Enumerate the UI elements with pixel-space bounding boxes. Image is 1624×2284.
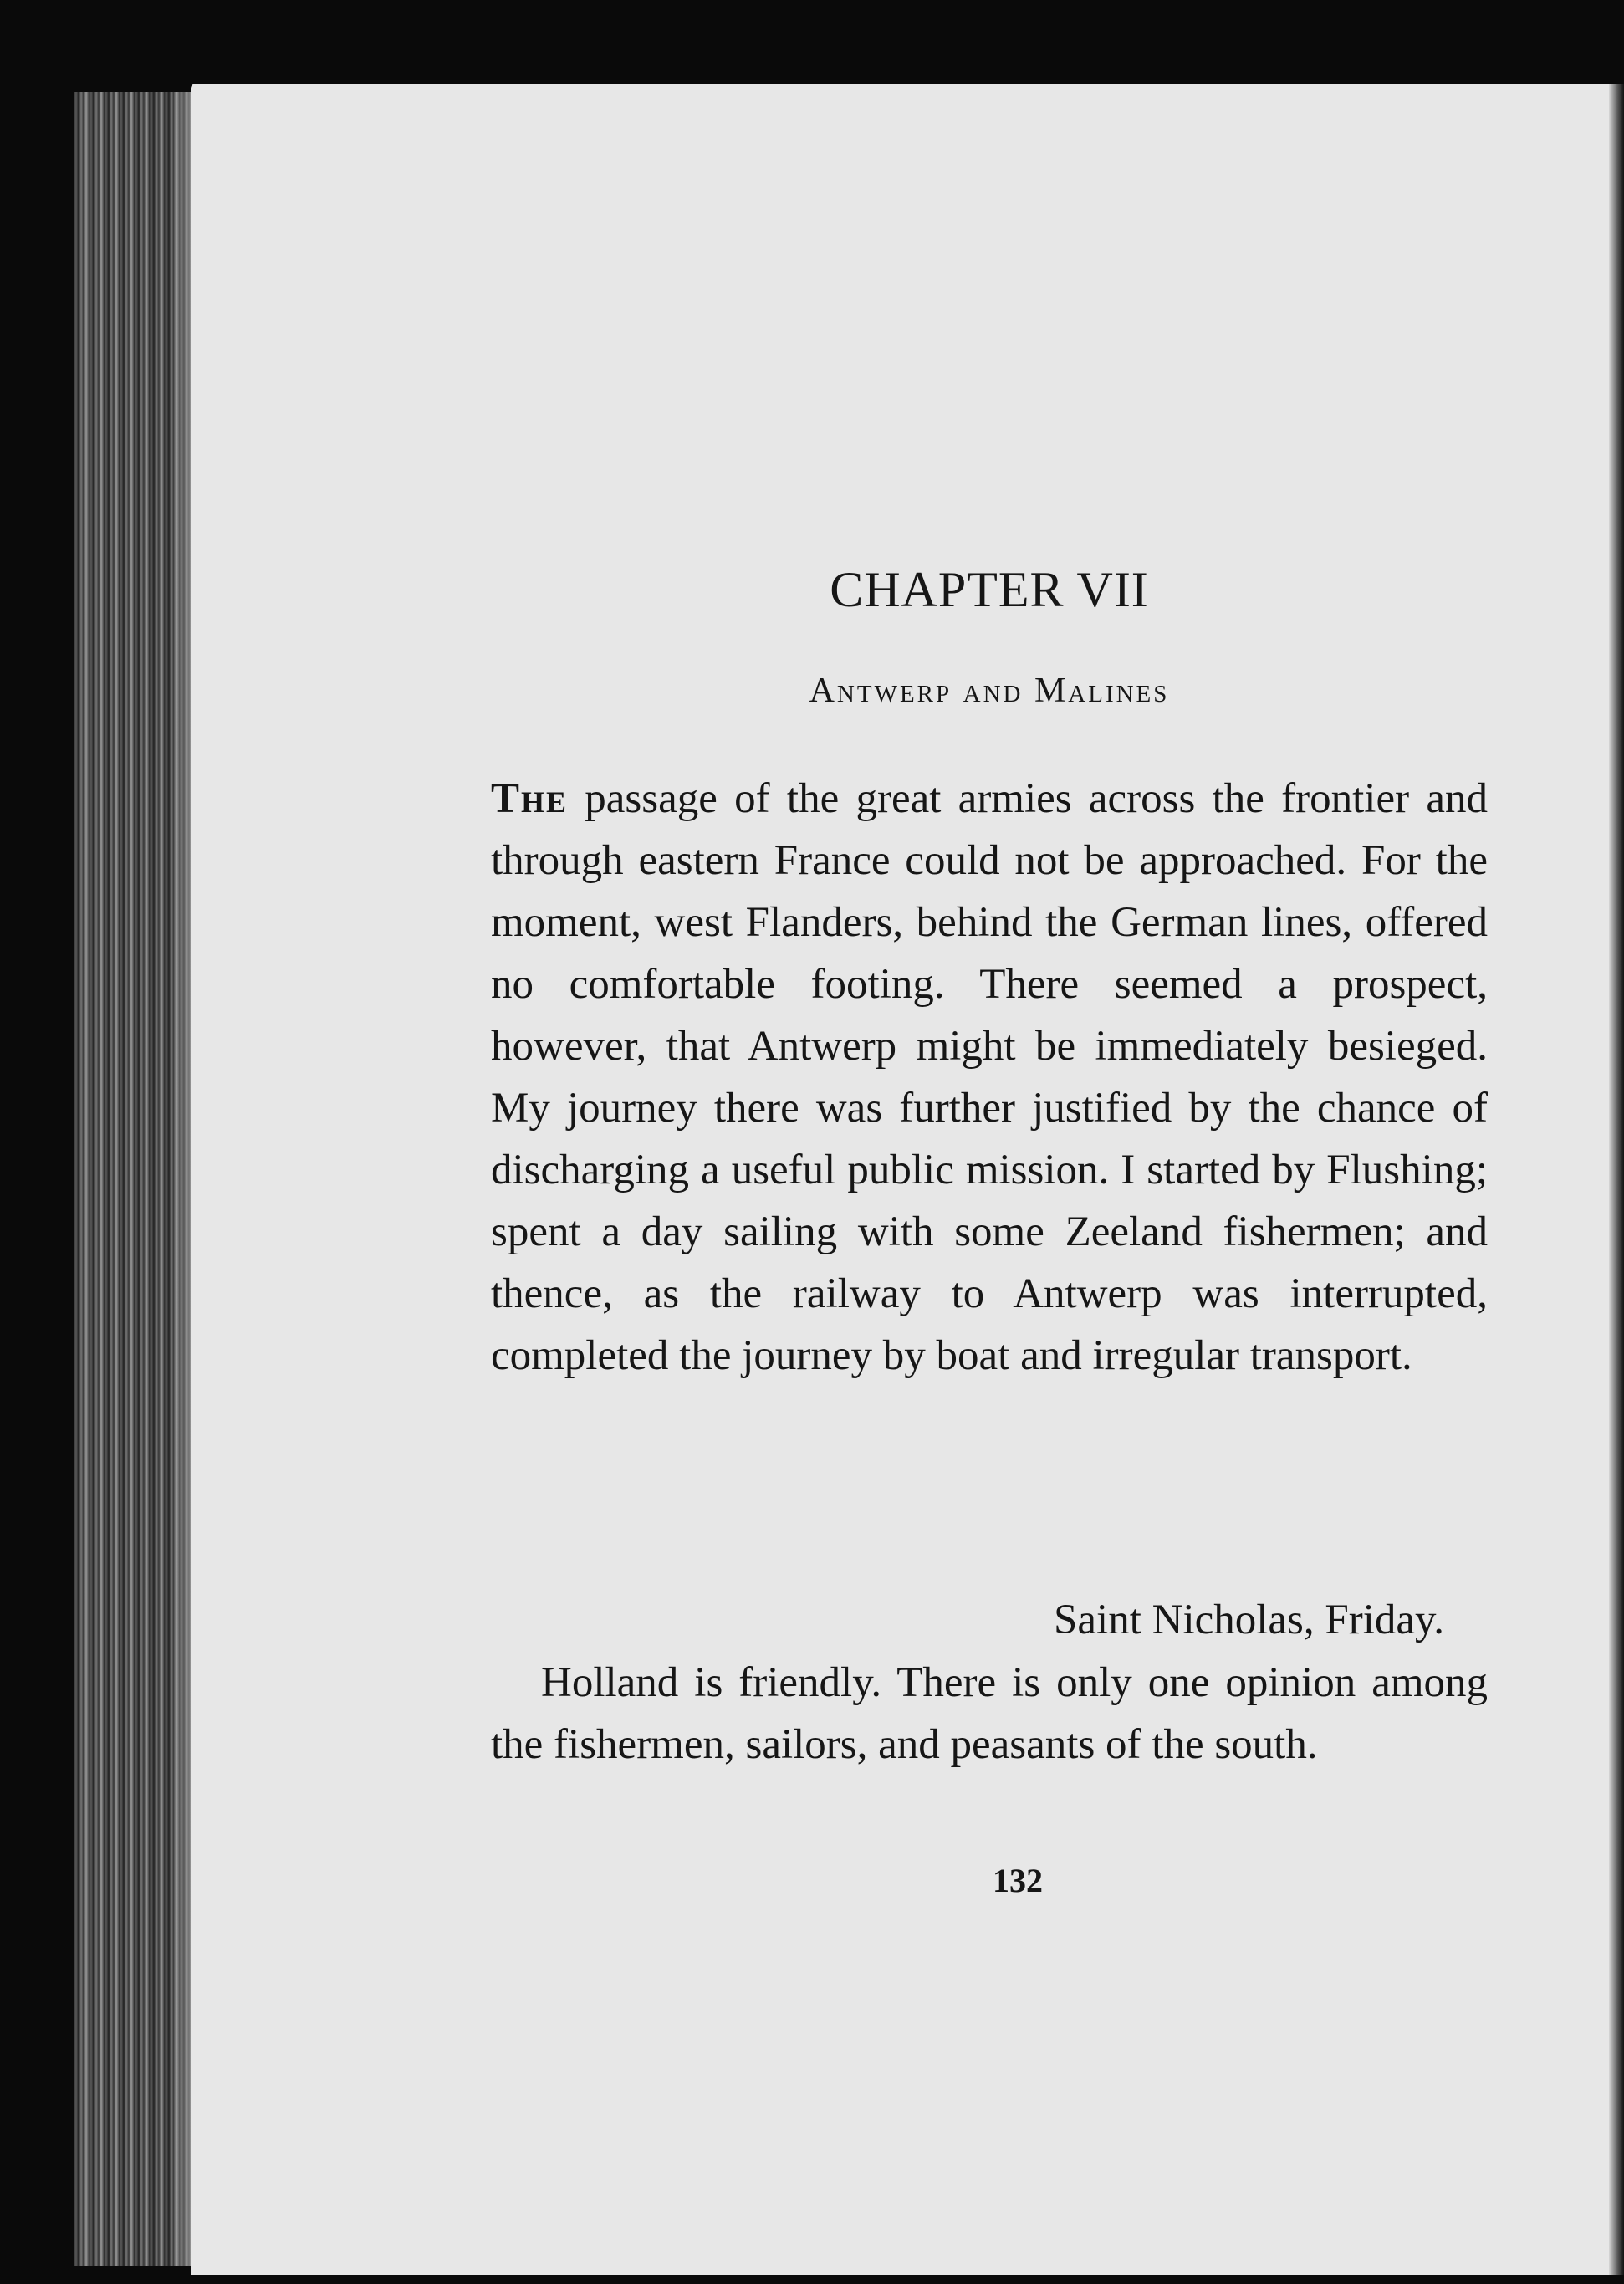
page-number: 132 — [993, 1862, 1043, 1899]
page-binding — [74, 92, 207, 2266]
dateline: Saint Nicholas, Friday. — [1054, 1597, 1444, 1643]
section-title: Antwerp and Malines — [809, 672, 1170, 710]
paragraph-1-text: passage of the great armies across the frontier and through eastern France could not be approached. For the moment, west Flanders, behind the German lines, offered no comfortable footing. There seemed a prospect, however, that Antwerp might be immediately besieged. My journey there was further justified by the chance of discharging a useful public mission. I started by Flushing; spent a day sailing with some Zeeland fishermen; and thence, as the railway to Antwerp was interrupted, completed the journey by boat and irregular transport. — [491, 775, 1488, 1379]
paragraph-2: Holland is friendly. There is only one opinion among the fishermen, sailors, and peasants of the south. — [491, 1659, 1488, 1768]
chapter-heading: CHAPTER VII — [830, 562, 1149, 617]
paragraph-1 — [491, 768, 1488, 1387]
paragraph-1-lead-word: The — [491, 775, 569, 822]
page-right-edge — [1609, 84, 1624, 2275]
